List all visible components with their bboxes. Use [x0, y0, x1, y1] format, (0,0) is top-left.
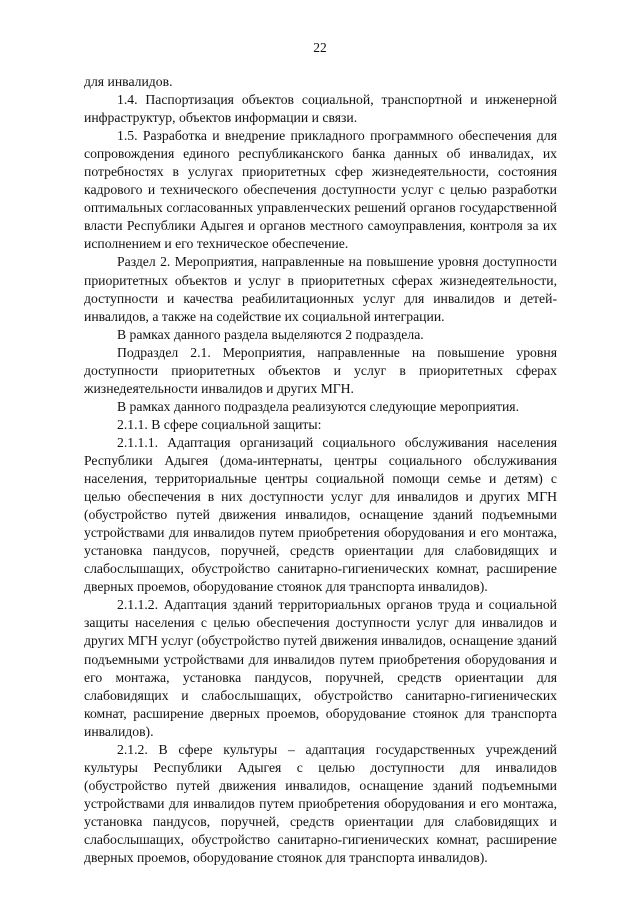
paragraph-1-5: 1.5. Разработка и внедрение прикладного программного обеспечения для сопровождения единого республиканского банка данных об инвалидах, их потребностях в услугах приоритетных сфер жизнедеятельности, состояния кадрового и технического обеспечения доступности услуг с целью разработки оптимальных согласованных управленческих решений органов государственной власти Республики Адыгея и органов местного самоуправления, контроля за их исполнением и его техническое обеспечение.: [84, 128, 557, 252]
paragraph-section-2-intro: В рамках данного раздела выделяются 2 подраздела.: [117, 326, 424, 342]
paragraph-2-1-2: 2.1.2. В сфере культуры – адаптация государственных учреждений культуры Республики Адыгея с целью доступности для инвалидов (обустройство путей движения инвалидов, оснащение зданий подъемными устройствами для инвалидов путем приобретения оборудования и его монтажа, установка пандусов, поручней, средств ориентации для слабовидящих и слабослышащих, обустройство санитарно-гигиенических комнат, расширение дверных проемов, оборудование стоянок для транспорта инвалидов).: [84, 741, 557, 866]
document-body: [84, 73, 557, 867]
paragraph-2-1-1-1: 2.1.1.1. Адаптация организаций социального обслуживания населения Республики Адыгея (дома-интернаты, центры социального обслуживания населения, территориальные центры социальной помощи семье и детям) с целью обеспечения в них доступности услуг для инвалидов и других МГН (обустройство путей движения инвалидов, оснащение зданий подъемными устройствами для инвалидов путем приобретения оборудования и его монтажа, установка пандусов, поручней, средств ориентации для слабовидящих и слабослышащих, обустройство санитарно-гигиенических комнат, расширение дверных проемов, оборудование стоянок для транспорта инвалидов).: [84, 434, 557, 595]
paragraph-continuation: для инвалидов.: [84, 74, 173, 89]
paragraph-subsection-2-1-intro: В рамках данного подраздела реализуются следующие мероприятия.: [117, 398, 519, 414]
paragraph-section-2: Раздел 2. Мероприятия, направленные на повышение уровня доступности приоритетных объектов и услуг в приоритетных сферах жизнедеятельности, доступности и качества реабилитационных услуг для инвалидов и детей-инвалидов, а также на содействие их социальной интеграции.: [84, 254, 557, 324]
paragraph-subsection-2-1: Подраздел 2.1. Мероприятия, направленные на повышение уровня доступности приоритетных объектов и услуг в приоритетных сферах жизнедеятельности инвалидов и других МГН.: [84, 344, 557, 396]
paragraph-2-1-1-2: 2.1.1.2. Адаптация зданий территориальных органов труда и социальной защиты населения с целью обеспечения доступности услуг для инвалидов и других МГН услуг (обустройство путей движения инвалидов, оснащение зданий подъемными устройствами для инвалидов путем приобретения оборудования и его монтажа, установка пандусов, поручней, средств ориентации для слабовидящих и слабослышащих, обустройство санитарно-гигиенических комнат, расширение дверных проемов, оборудование стоянок для транспорта инвалидов).: [84, 597, 557, 739]
paragraph-2-1-1: 2.1.1. В сфере социальной защиты:: [117, 416, 322, 432]
page-number: 22: [313, 40, 327, 55]
paragraph-1-4: 1.4. Паспортизация объектов социальной, транспортной и инженерной инфраструктур, объектов информации и связи.: [84, 92, 557, 126]
